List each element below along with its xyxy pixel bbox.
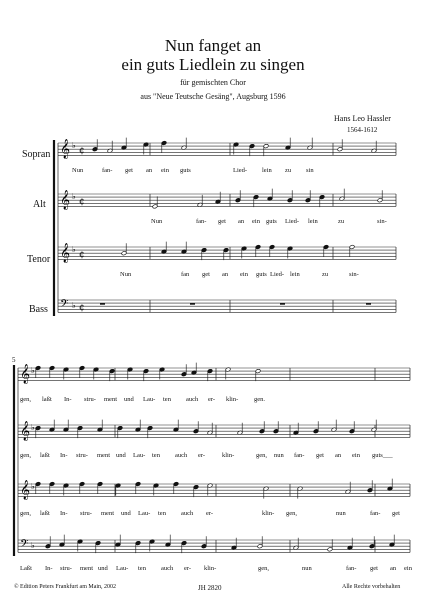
lyric-syllable-soprano: guts: [180, 167, 191, 174]
treble-clef: 𝄞: [60, 243, 71, 263]
lyric-syllable-alto: nun: [274, 452, 284, 459]
time-signature: ¢: [79, 146, 85, 156]
plate-number: JH 2820: [198, 584, 222, 592]
flat-sign: ♭: [31, 482, 35, 491]
lyric-syllable-alto: get: [218, 218, 226, 225]
lyric-syllable-tenor: Lied-: [270, 271, 285, 278]
lyric-syllable-alto: an: [238, 218, 245, 225]
lyric-syllable-bass: auch: [161, 565, 174, 572]
lyric-syllable-alto: zu: [338, 218, 345, 225]
copyright-notice: © Edition Peters Frankfurt am Main, 2002: [14, 584, 117, 590]
lyric-syllable-soprano: Nun: [72, 167, 84, 174]
rest: [100, 303, 105, 305]
lyric-syllable-soprano: ten: [163, 396, 171, 403]
lyric-syllable-alto: guts: [266, 218, 277, 225]
lyric-syllable-alto: lein: [308, 218, 318, 225]
flat-sign: ♭: [31, 541, 35, 550]
lyric-syllable-tenor: ment: [101, 510, 114, 517]
lyric-syllable-alto: klin-: [222, 452, 235, 459]
lyric-syllable-soprano: lein: [262, 167, 272, 174]
lyric-syllable-alto: Lied-: [285, 218, 300, 225]
lyric-syllable-tenor: er-: [206, 510, 214, 517]
lyric-syllable-alto: sin-: [377, 218, 387, 225]
rights-notice: Alle Rechte vorbehalten: [342, 584, 401, 590]
lyric-syllable-alto: stru-: [76, 452, 88, 459]
lyric-syllable-alto: ein: [252, 218, 260, 225]
lyric-syllable-soprano: ein: [161, 167, 169, 174]
lyric-syllable-alto: fan-: [294, 452, 305, 459]
lyric-syllable-bass: er-: [184, 565, 192, 572]
lyric-syllable-soprano: auch: [186, 396, 199, 403]
lyric-syllable-soprano: get: [125, 167, 133, 174]
lyric-syllable-soprano: Lied-: [233, 167, 248, 174]
lyric-syllable-tenor: Nun: [120, 271, 132, 278]
lyric-syllable-soprano: und: [124, 396, 134, 403]
lyric-syllable-tenor: auch: [181, 510, 194, 517]
treble-clef: 𝄞: [20, 480, 31, 500]
lyric-syllable-tenor: zu: [322, 271, 329, 278]
flat-sign: ♭: [72, 245, 76, 254]
lyric-syllable-alto: er-: [198, 452, 206, 459]
lyric-syllable-alto: ten: [152, 452, 160, 459]
lyric-syllable-soprano: ment: [104, 396, 117, 403]
voice-label-alto: Alt: [33, 199, 46, 210]
lyric-syllable-tenor: ein: [240, 271, 248, 278]
lyric-syllable-alto: Nun: [151, 218, 163, 225]
time-signature: ¢: [79, 250, 85, 260]
voice-label-soprano: Sopran: [22, 149, 51, 160]
lyric-syllable-alto: Lau-: [133, 452, 146, 459]
lyric-syllable-tenor: gen,: [20, 510, 32, 517]
rest: [190, 303, 195, 305]
lyric-syllable-soprano: klin-: [226, 396, 239, 403]
voice-label-bass: Bass: [29, 304, 48, 315]
flat-sign: ♭: [31, 366, 35, 375]
lyric-syllable-bass: In-: [45, 565, 53, 572]
flat-sign: ♭: [72, 192, 76, 201]
composer-dates: 1564-1612: [347, 126, 378, 134]
lyric-syllable-alto: an: [335, 452, 342, 459]
lyric-syllable-tenor: guts: [256, 271, 267, 278]
lyric-syllable-bass: ein: [404, 565, 412, 572]
lyric-syllable-alto: fan-: [196, 218, 207, 225]
voice-label-tenor: Tenor: [27, 254, 51, 265]
lyric-syllable-alto: und: [116, 452, 126, 459]
lyric-syllable-bass: ment: [80, 565, 93, 572]
lyric-syllable-tenor: laßt: [40, 510, 50, 517]
lyric-syllable-soprano: stru-: [84, 396, 96, 403]
lyric-syllable-bass: stru-: [60, 565, 72, 572]
lyric-syllable-soprano: laßt: [42, 396, 52, 403]
lyric-syllable-tenor: stru-: [80, 510, 92, 517]
lyric-syllable-tenor: an: [222, 271, 229, 278]
lyric-syllable-tenor: sin-: [349, 271, 359, 278]
lyric-syllable-soprano: fan-: [102, 167, 113, 174]
rest: [366, 303, 371, 305]
lyric-syllable-alto: gen,: [20, 452, 32, 459]
composer-name: Hans Leo Hassler: [334, 114, 391, 123]
lyric-syllable-bass: Laßt: [20, 565, 32, 572]
lyric-syllable-bass: gen,: [258, 565, 270, 572]
lyric-syllable-bass: klin-: [204, 565, 217, 572]
lyric-syllable-tenor: fan: [181, 271, 190, 278]
lyric-syllable-soprano: sin: [306, 167, 314, 174]
flat-sign: ♭: [72, 141, 76, 150]
flat-sign: ♭: [31, 423, 35, 432]
subtitle: für gemischten Chor: [180, 78, 246, 87]
time-signature: ¢: [79, 303, 85, 313]
lyric-syllable-tenor: nun: [336, 510, 346, 517]
measure-number: 5: [12, 356, 16, 364]
lyric-syllable-alto: gen,: [256, 452, 268, 459]
lyric-syllable-bass: get: [370, 565, 378, 572]
source-note: aus "Neue Teutsche Gesäng", Augsburg 1596: [140, 92, 286, 101]
lyric-syllable-tenor: ten: [158, 510, 166, 517]
lyric-syllable-alto: In-: [60, 452, 68, 459]
lyric-syllable-alto: get: [316, 452, 324, 459]
bass-clef: 𝄢: [60, 298, 69, 313]
lyric-syllable-soprano: In-: [64, 396, 72, 403]
lyric-syllable-tenor: klin-: [262, 510, 275, 517]
lyric-syllable-tenor: lein: [290, 271, 300, 278]
lyric-syllable-alto: ein: [352, 452, 360, 459]
lyric-syllable-tenor: fan-: [370, 510, 381, 517]
treble-clef: 𝄞: [20, 421, 31, 441]
lyric-syllable-tenor: get: [202, 271, 210, 278]
lyric-syllable-bass: fan-: [346, 565, 357, 572]
lyric-syllable-bass: an: [390, 565, 397, 572]
lyric-syllable-alto: laßt: [40, 452, 50, 459]
time-signature: ¢: [79, 197, 85, 207]
lyric-syllable-soprano: gen.: [254, 396, 266, 403]
treble-clef: 𝄞: [60, 139, 71, 159]
lyric-syllable-soprano: an: [146, 167, 153, 174]
title-line-1: Nun fanget an: [164, 36, 262, 55]
lyric-syllable-tenor: und: [121, 510, 131, 517]
lyric-syllable-tenor: In-: [60, 510, 68, 517]
lyric-syllable-bass: Lau-: [116, 565, 129, 572]
flat-sign: ♭: [72, 301, 76, 310]
lyric-syllable-bass: nun: [302, 565, 312, 572]
lyric-syllable-bass: ten: [138, 565, 146, 572]
lyric-syllable-tenor: get: [392, 510, 400, 517]
bass-clef: 𝄢: [20, 538, 29, 553]
rest: [280, 303, 285, 305]
lyric-syllable-tenor: Lau-: [138, 510, 151, 517]
lyric-syllable-soprano: gen,: [20, 396, 32, 403]
lyric-syllable-bass: und: [98, 565, 108, 572]
treble-clef: 𝄞: [20, 364, 31, 384]
lyric-syllable-soprano: zu: [285, 167, 292, 174]
lyric-syllable-soprano: Lau-: [143, 396, 156, 403]
lyric-syllable-tenor: gen,: [286, 510, 298, 517]
treble-clef: 𝄞: [60, 190, 71, 210]
lyric-syllable-soprano: er-: [208, 396, 216, 403]
lyric-syllable-alto: guts___: [372, 452, 393, 459]
lyric-syllable-alto: auch: [175, 452, 188, 459]
lyric-syllable-alto: ment: [97, 452, 110, 459]
title-line-2: ein guts Liedlein zu singen: [121, 55, 305, 74]
